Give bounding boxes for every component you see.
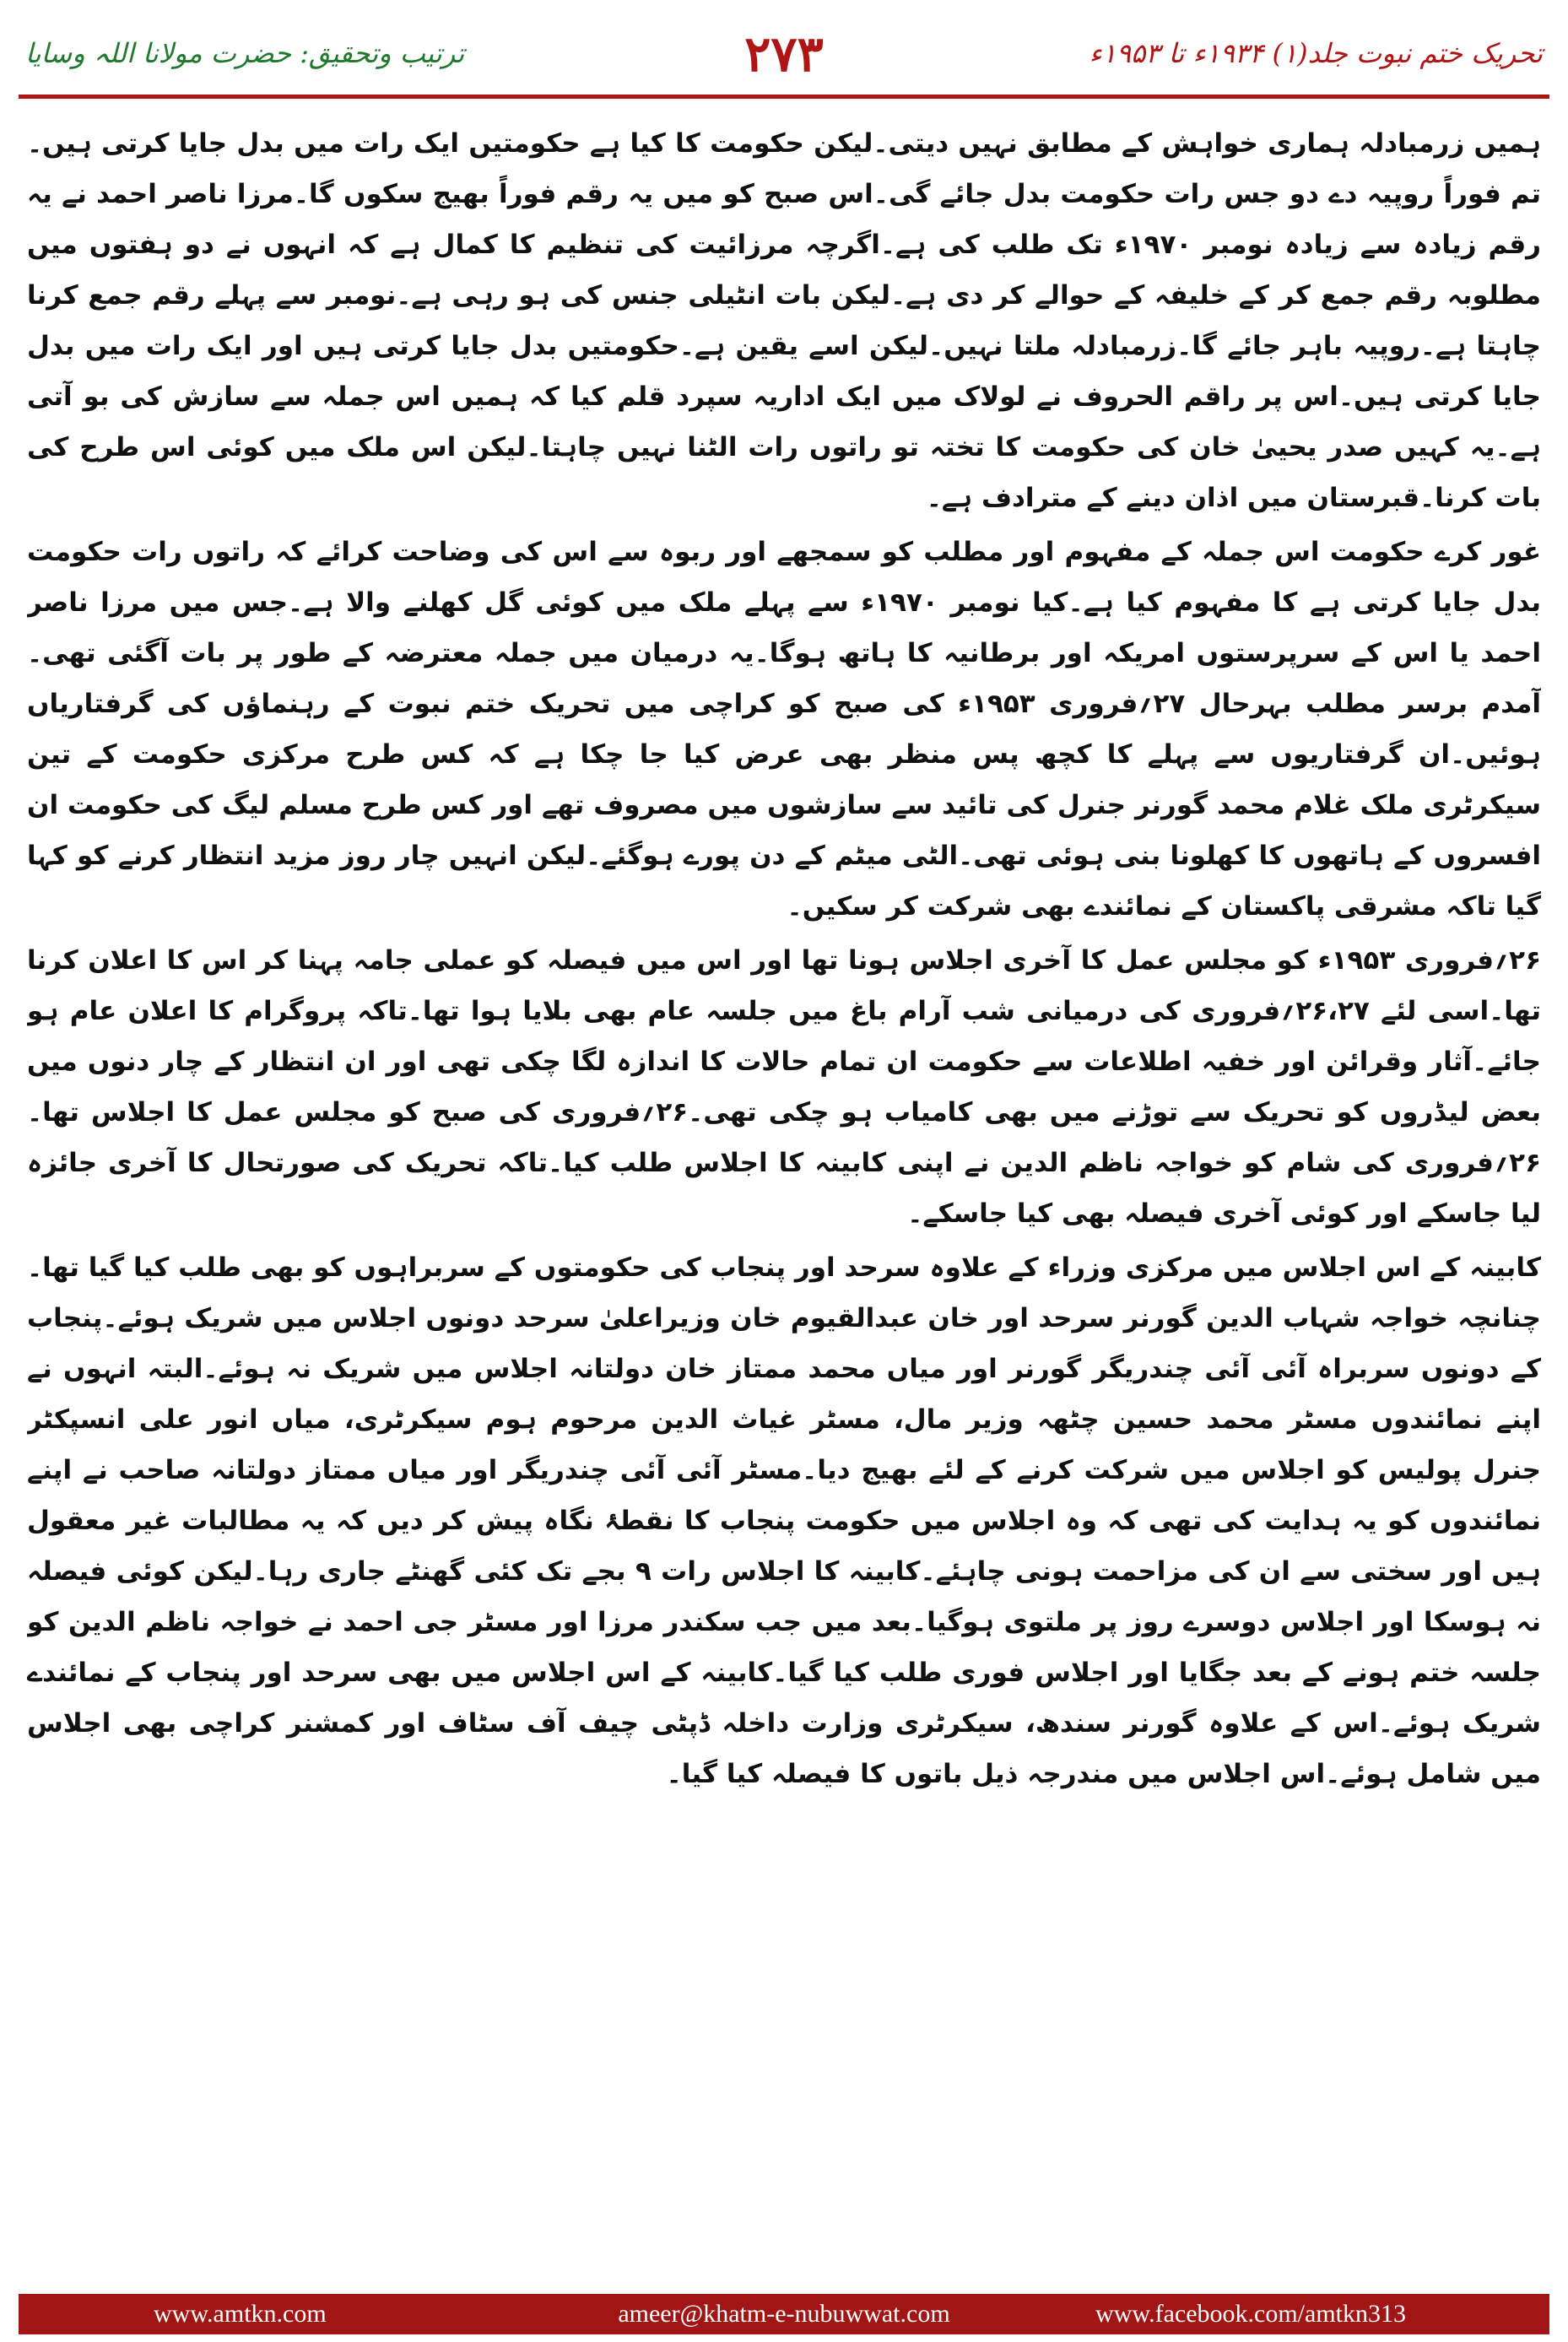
paragraph-2: غور کرے حکومت اس جملہ کے مفہوم اور مطلب کو سمجھے اور ربوہ سے اس کی وضاحت کرائے کہ راتوں رات حکومت بدل جایا کرتی ہے کا مفہوم کیا ہے۔کیا نومبر ۱۹۷۰ء سے پہلے ملک میں کوئی گل کھلنے والا ہے۔جس میں مرزا ناصر احمد یا اس کے سرپرستوں امریکہ اور برطانیہ کا ہاتھ ہوگا۔یہ درمیان میں جملہ معترضہ کے طور پر بات آگئی تھی۔آمدم برسر مطلب بہرحال ۲۷؍فروری ۱۹۵۳ء کی صبح کو کراچی میں تحریک ختم نبوت کے رہنماؤں کی گرفتاریاں ہوئیں۔ان گرفتاریوں سے پہلے کا کچھ پس منظر بھی عرض کیا جا چکا ہے کہ کس طرح مرکزی حکومت کے تین سیکرٹری ملک غلام محمد گورنر جنرل کی تائید سے سازشوں میں مصروف تھے اور کس طرح مسلم لیگ کی حکومت ان افسروں کے ہاتھوں کا کھلونا بنی ہوئی تھی۔الٹی میٹم کے دن پورے ہوگئے۔لیکن انہیں چار روز مزید انتظار کرنے کو کہا گیا تاکہ مشرقی پاکستان کے نمائندے بھی شرکت کر سکیں۔ <box>27 537 1541 922</box>
page-footer <box>19 2294 1549 2334</box>
website-link[interactable]: www.amtkn.com <box>154 2300 327 2328</box>
page-body <box>27 118 1541 2245</box>
page-number: ۲۷۳ <box>744 25 824 83</box>
paragraph-3: ۲۶؍فروری ۱۹۵۳ء کو مجلس عمل کا آخری اجلاس ہونا تھا اور اس میں فیصلہ کو عملی جامہ پہنا کر اس کا اعلان کرنا تھا۔اسی لئے ۲۶،۲۷؍فروری کی درمیانی شب آرام باغ میں جلسہ عام بھی بلایا ہوا تھا۔تاکہ پروگرام کا اعلان عام ہو جائے۔آثار وقرائن اور خفیہ اطلاعات سے حکومت ان تمام حالات کا اندازہ لگا چکی تھی اور ان انتظار کے چار دنوں میں بعض لیڈروں کو تحریک سے توڑنے میں بھی کامیاب ہو چکی تھی۔۲۶؍فروری کی صبح کو مجلس عمل کا اجلاس تھا۔۲۶؍فروری کی شام کو خواجہ ناظم الدین نے اپنی کابینہ کا اجلاس طلب کیا۔تاکہ تحریک کی صورتحال کا آخری جائزہ لیا جاسکے اور کوئی آخری فیصلہ بھی کیا جاسکے۔ <box>27 945 1541 1229</box>
compiler-credit: ترتیب وتحقیق: حضرت مولانا اللہ وسایا <box>25 37 465 69</box>
email-link[interactable]: ameer@khatm-e-nubuwwat.com <box>618 2300 950 2328</box>
book-title: تحریک ختم نبوت جلد(۱) ۱۹۳۴ء تا ۱۹۵۳ء <box>1089 37 1543 69</box>
page-header <box>0 25 1568 93</box>
header-divider <box>19 95 1549 99</box>
facebook-link[interactable]: www.facebook.com/amtkn313 <box>1095 2300 1406 2328</box>
paragraph-1: ہمیں زرمبادلہ ہماری خواہش کے مطابق نہیں دیتی۔لیکن حکومت کا کیا ہے حکومتیں ایک رات میں بدل جایا کرتی ہیں۔تم فوراً روپیہ دے دو جس رات حکومت بدل جائے گی۔اس صبح کو میں یہ رقم فوراً بھیج سکوں گا۔مرزا ناصر احمد نے یہ رقم زیادہ سے زیادہ نومبر ۱۹۷۰ء تک طلب کی ہے۔اگرچہ مرزائیت کی تنظیم کا کمال ہے کہ انہوں نے دو ہفتوں میں مطلوبہ رقم جمع کر کے خلیفہ کے حوالے کر دی ہے۔لیکن بات انٹیلی جنس کی ہو رہی ہے۔نومبر سے پہلے رقم جمع کرنا چاہتا ہے۔روپیہ باہر جائے گا۔زرمبادلہ ملتا نہیں۔لیکن اسے یقین ہے۔حکومتیں بدل جایا کرتی ہیں اور ایک رات میں بدل جایا کرتی ہیں۔اس پر راقم الحروف نے لولاک میں ایک اداریہ سپرد قلم کیا کہ ہمیں اس جملہ سے سازش کی بو آتی ہے۔یہ کہیں صدر یحییٰ خان کی حکومت کا تختہ تو راتوں رات الٹنا نہیں چاہتا۔لیکن اس ملک میں کوئی اس طرح کی بات کرنا۔قبرستان میں اذان دینے کے مترادف ہے۔ <box>27 128 1541 513</box>
paragraph-4: کابینہ کے اس اجلاس میں مرکزی وزراء کے علاوہ سرحد اور پنجاب کی حکومتوں کے سربراہوں کو بھی طلب کیا گیا تھا۔چنانچہ خواجہ شہاب الدین گورنر سرحد اور خان عبدالقیوم خان وزیراعلیٰ سرحد دونوں اجلاس میں شریک ہوئے۔پنجاب کے دونوں سربراہ آئی آئی چندریگر گورنر اور میاں محمد ممتاز خان دولتانہ اجلاس میں شریک نہ ہوئے۔البتہ انہوں نے اپنے نمائندوں مسٹر محمد حسین چٹھہ وزیر مال، مسٹر غیاث الدین مرحوم ہوم سیکرٹری، میاں انور علی انسپکٹر جنرل پولیس کو اجلاس میں شرکت کرنے کے لئے بھیج دیا۔مسٹر آئی آئی چندریگر اور میاں ممتاز دولتانہ صاحب نے اپنے نمائندوں کو یہ ہدایت کی تھی کہ وہ اجلاس میں حکومت پنجاب کا نقطۂ نگاہ پیش کر دیں کہ یہ مطالبات غیر معقول ہیں اور سختی سے ان کی مزاحمت ہونی چاہئے۔کابینہ کا اجلاس رات ۹ بجے تک کئی گھنٹے جاری رہا۔لیکن کوئی فیصلہ نہ ہوسکا اور اجلاس دوسرے روز پر ملتوی ہوگیا۔بعد میں جب سکندر مرزا اور مسٹر جی احمد نے خواجہ ناظم الدین کو جلسہ ختم ہونے کے بعد جگایا اور اجلاس فوری طلب کیا گیا۔کابینہ کے اس اجلاس میں بھی سرحد اور پنجاب کے نمائندے شریک ہوئے۔اس کے علاوہ گورنر سندھ، سیکرٹری وزارت داخلہ ڈپٹی چیف آف سٹاف اور کمشنر کراچی بھی اجلاس میں شامل ہوئے۔اس اجلاس میں مندرجہ ذیل باتوں کا فیصلہ کیا گیا۔ <box>27 1252 1541 1789</box>
